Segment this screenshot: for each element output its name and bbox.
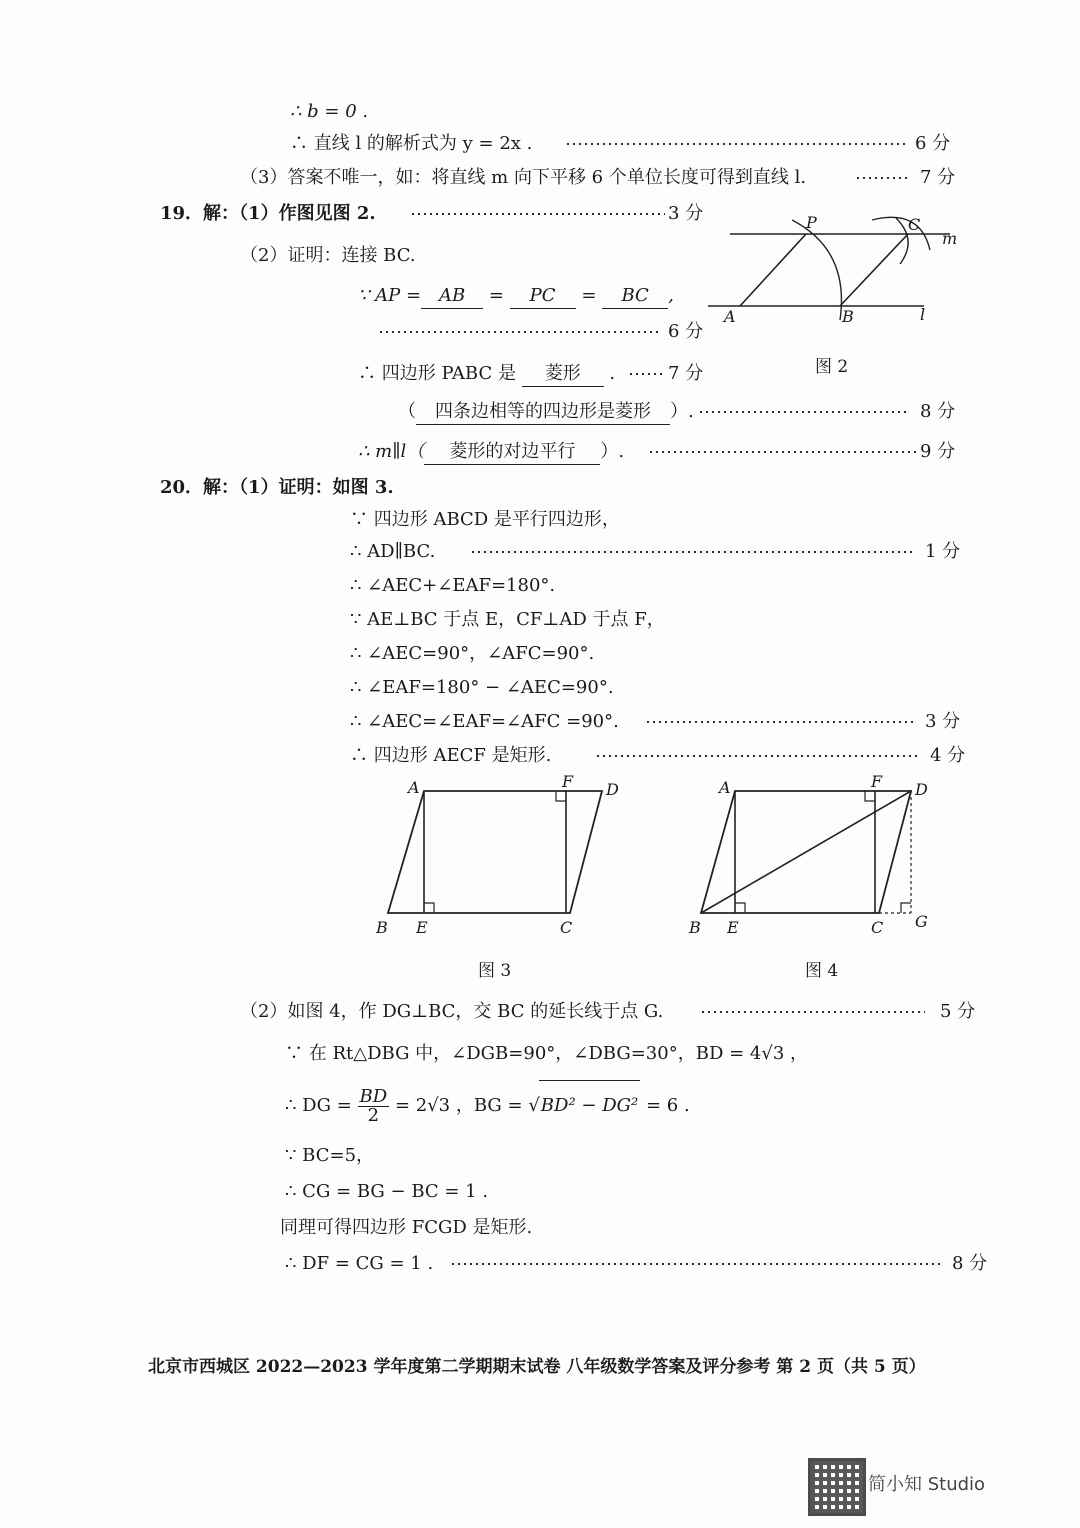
figure-4 — [685, 772, 945, 945]
score-1: 1 分 — [925, 541, 961, 562]
q19-heading: 19．解：（1）作图见图 2. — [160, 203, 376, 224]
answer-blank-ab: AB — [421, 284, 483, 309]
q19-reason: （ 四条边相等的四边形是菱形 ）. — [398, 400, 694, 425]
q19-equal-sides: ∵ AP = AB = PC = BC , — [358, 284, 674, 309]
score-8: 8 分 — [920, 401, 956, 422]
leader-dots — [470, 551, 915, 553]
label-b: B — [689, 918, 701, 937]
p2-line-c: ∴ DG = $\frac{BD}{2}$ = 2√3 ，BG = √BD² − DG² = 6 . — [285, 1080, 690, 1130]
p2-result: = 6 . — [645, 1095, 690, 1116]
leader-dots — [645, 721, 915, 723]
label-l: l — [920, 305, 926, 324]
answer-blank-bc: BC — [602, 284, 668, 309]
line-l-expression: ∴ 直线 l 的解析式为 y = 2x . — [290, 133, 533, 154]
watermark-text: 简小知 Studio — [868, 1474, 986, 1495]
qr-code-icon — [808, 1458, 866, 1516]
q20-line-e: ∴ ∠AEC=90°，∠AFC=90°. — [350, 643, 595, 664]
p2-line-g: ∴ DF = CG = 1 . — [285, 1253, 434, 1274]
leader-dots — [595, 755, 920, 757]
answer-blank-parallel: 菱形的对边平行 — [424, 440, 600, 465]
answer-blank-rhombus: 菱形 — [522, 362, 604, 387]
answer-blank-pc: PC — [510, 284, 576, 309]
figure-2 — [700, 210, 960, 350]
p2-line-a: （2）如图 4，作 DG⊥BC，交 BC 的延长线于点 G. — [240, 1001, 664, 1022]
leader-dots — [565, 143, 905, 145]
q20-line-b: ∴ AD∥BC. — [350, 541, 436, 562]
q19-part2: （2）证明：连接 BC. — [240, 245, 416, 266]
leader-dots — [700, 1011, 925, 1013]
label-e: E — [727, 918, 739, 937]
fraction-bd-over-2 — [358, 1085, 390, 1126]
label-b: B — [376, 918, 388, 937]
score-7b: 7 分 — [668, 363, 704, 384]
leader-dots — [450, 1263, 940, 1265]
score-9: 9 分 — [920, 441, 956, 462]
q19-rhombus: ∴ 四边形 PABC 是 菱形 . — [358, 362, 615, 387]
label-c: C — [871, 918, 884, 937]
fraction-numerator: BD — [359, 1085, 388, 1107]
root-expression: BD² − DG² — [539, 1080, 640, 1131]
page-footer: 北京市西城区 2022—2023 学年度第二学期期末试卷 八年级数学答案及评分参考 第 2 页（共 5 页） — [148, 1357, 926, 1377]
label-e: E — [416, 918, 428, 937]
label-d: D — [606, 780, 619, 799]
q19-equal-prefix: ∵ AP = — [358, 285, 422, 306]
q20-line-f: ∴ ∠EAF=180° − ∠AEC=90°. — [350, 677, 614, 698]
p2-line-f: 同理可得四边形 FCGD 是矩形. — [280, 1217, 533, 1238]
label-m: m — [942, 229, 958, 248]
score-4: 4 分 — [930, 745, 966, 766]
p2-line-e: ∴ CG = BG − BC = 1 . — [285, 1181, 489, 1202]
label-b: B — [842, 307, 854, 326]
figure-4-caption: 图 4 — [805, 961, 839, 981]
leader-dots — [855, 177, 910, 179]
score-3b: 3 分 — [925, 711, 961, 732]
score-6: 6 分 — [915, 133, 951, 154]
label-f: F — [871, 772, 883, 791]
p2-line-d: ∵ BC=5， — [285, 1145, 375, 1166]
q19-parallel-prefix: ∴ m∥l（ — [358, 441, 425, 462]
line-b-zero: ∴ b = 0 . — [290, 101, 369, 122]
label-c: C — [908, 215, 921, 234]
q20-line-d: ∵ AE⊥BC 于点 E，CF⊥AD 于点 F， — [350, 609, 665, 630]
leader-dots — [648, 451, 918, 453]
q20-line-c: ∴ ∠AEC+∠EAF=180°. — [350, 575, 556, 596]
leader-dots — [628, 373, 663, 375]
q20-heading: 20．解：（1）证明：如图 3. — [160, 477, 394, 498]
figure-3 — [370, 772, 630, 945]
answer-blank-reason: 四条边相等的四边形是菱形 — [416, 400, 670, 425]
label-a: A — [408, 778, 420, 797]
label-a: A — [719, 778, 731, 797]
q20-line-h: ∴ 四边形 AECF 是矩形. — [350, 745, 552, 766]
score-8b: 8 分 — [952, 1253, 988, 1274]
line-part3: （3）答案不唯一，如：将直线 m 向下平移 6 个单位长度可得到直线 l. — [240, 167, 807, 188]
label-d: D — [915, 780, 928, 799]
q20-line-g: ∴ ∠AEC=∠EAF=∠AFC =90°. — [350, 711, 619, 732]
score-3: 3 分 — [668, 203, 704, 224]
leader-dots — [698, 411, 908, 413]
p2-line-b: ∵ 在 Rt△DBG 中，∠DGB=90°，∠DBG=30°，BD = 4√3 ， — [285, 1043, 808, 1064]
label-f: F — [562, 772, 574, 791]
label-c: C — [560, 918, 573, 937]
score-6b: 6 分 — [668, 321, 704, 342]
leader-dots — [410, 213, 665, 215]
q20-line-a: ∵ 四边形 ABCD 是平行四边形， — [350, 509, 620, 530]
q19-parallel: ∴ m∥l（ 菱形的对边平行 ）. — [358, 440, 624, 465]
label-g: G — [915, 912, 928, 931]
p2-dg-prefix: ∴ DG = — [285, 1095, 352, 1116]
figure-3-caption: 图 3 — [478, 961, 512, 981]
label-a: A — [724, 307, 736, 326]
score-5: 5 分 — [940, 1001, 976, 1022]
q19-rhombus-prefix: ∴ 四边形 PABC 是 — [358, 363, 516, 384]
label-p: P — [806, 213, 817, 232]
p2-bg-expression: = 2√3 ，BG = — [394, 1095, 523, 1116]
score-7: 7 分 — [920, 167, 956, 188]
fraction-denominator: 2 — [367, 1104, 380, 1126]
leader-dots — [378, 331, 658, 333]
figure-2-caption: 图 2 — [815, 357, 849, 377]
